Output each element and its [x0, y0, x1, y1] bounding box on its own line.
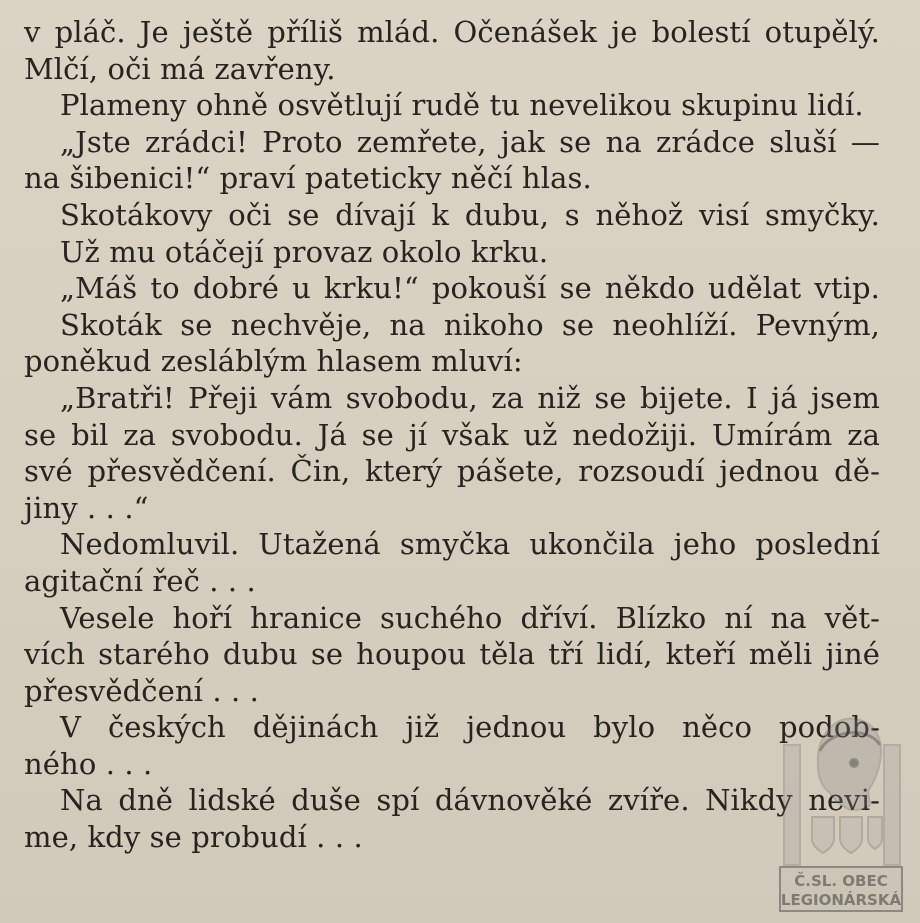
text-line: Mlčí, oči má zavřeny. — [24, 51, 336, 86]
text-line: Skotákovy oči se dívají k dubu, s něhož visí smyčky. — [60, 197, 880, 232]
text-line: V českých dějinách již jednou bylo něco podob- — [60, 710, 880, 745]
text-line: „Máš to dobré u krku!“ pokouší se někdo udělat vtip. — [60, 271, 880, 306]
text-line: Už mu otáčejí provaz okolo krku. — [60, 234, 549, 269]
text-line: v pláč. Je ještě příliš mlád. Očenášek je bolestí otupělý. — [24, 15, 880, 49]
stamp-text-line1: Č.SL. OBEC — [794, 872, 888, 890]
text-line: se bil za svobodu. Já se jí však už nedožiji. Umírám za — [24, 417, 880, 452]
text-line: agitační řeč . . . — [24, 563, 256, 598]
text-line: své přesvědčení. Čin, který pášete, rozsoudí jednou dě- — [24, 454, 880, 489]
text-line: na šibenici!“ praví pateticky něčí hlas. — [24, 161, 592, 196]
text-line: Nedomluvil. Utažená smyčka ukončila jeho poslední — [60, 527, 880, 562]
text-line: me, kdy se probudí . . . — [24, 820, 363, 855]
text-line: vích starého dubu se houpou těla tří lidí, kteří měli jiné — [24, 637, 880, 672]
text-line: jiny . . .“ — [24, 490, 149, 525]
text-line: Skoták se nechvěje, na nikoho se neohlíží. Pevným, — [60, 307, 880, 342]
text-line: „Bratři! Přeji vám svobodu, za niž se bijete. I já jsem — [60, 380, 880, 415]
text-line: Na dně lidské duše spí dávnověké zvíře. Nikdy nevi- — [60, 783, 880, 818]
text-line: Vesele hoří hranice suchého dříví. Blízko ní na vět- — [60, 600, 880, 635]
text-line: Plameny ohně osvětlují rudě tu nevelikou skupinu lidí. — [60, 88, 864, 123]
legion-stamp-logo — [776, 705, 906, 915]
stamp-text-line2: LEGIONÁRSKÁ — [780, 891, 902, 909]
text-line: ného . . . — [24, 746, 153, 781]
text-line: přesvědčení . . . — [24, 673, 259, 708]
body-text — [24, 14, 880, 856]
text-line: poněkud zesláblým hlasem mluví: — [24, 344, 523, 379]
text-line: „Jste zrádci! Proto zemřete, jak se na zrádce sluší — — [60, 124, 880, 159]
